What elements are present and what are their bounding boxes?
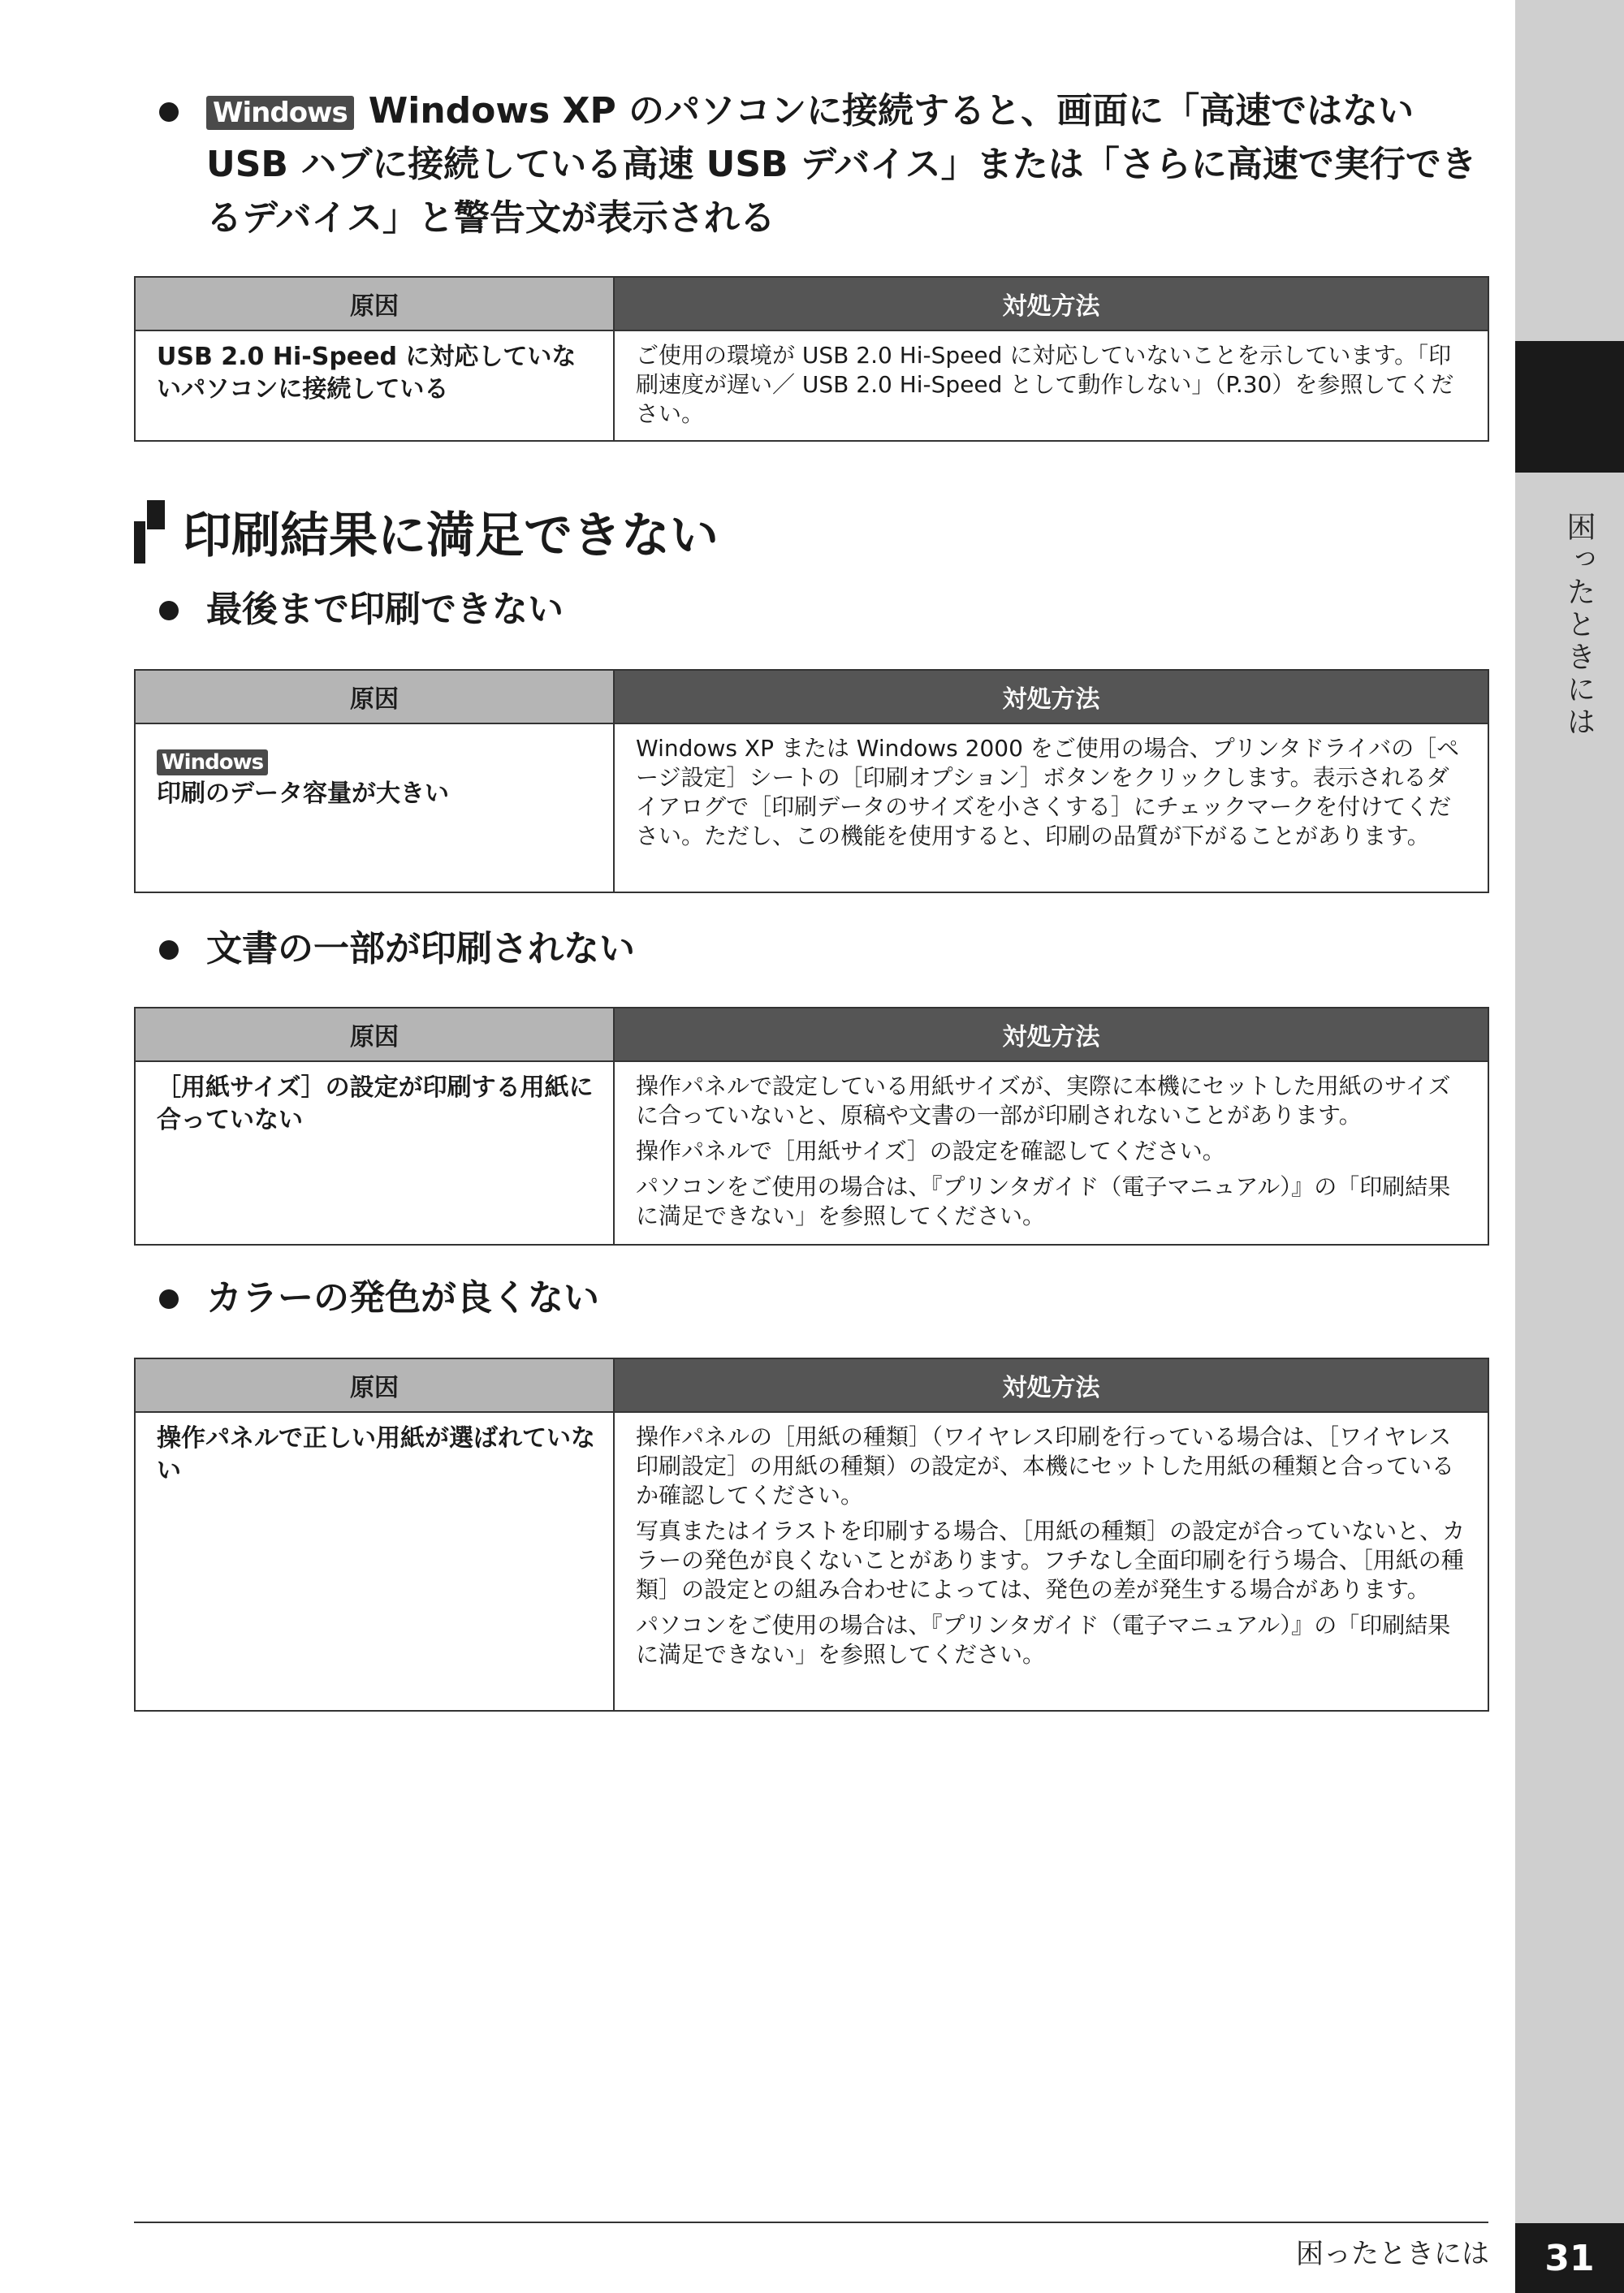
table-usb-warning <box>134 276 1489 442</box>
side-tab-label: 困ったときには <box>1562 512 1596 739</box>
side-tab-marker <box>1515 341 1624 473</box>
fix-cell <box>614 1412 1488 1711</box>
page-number: 31 <box>1515 2223 1624 2293</box>
windows-logo-icon <box>206 96 354 130</box>
item-heading-3 <box>159 1272 599 1325</box>
fix-text: 操作パネルで設定している用紙サイズが、実際に本機にセットした用紙のサイズに合っていないと、原稿や文書の一部が印刷されないことがあります。 <box>636 1073 1451 1129</box>
section-title-text: 印刷結果に満足できない <box>183 507 719 564</box>
item-heading-text: カラーの発色が良くない <box>206 1277 599 1319</box>
header-fix: 対処方法 <box>614 1008 1488 1061</box>
header-fix: 対処方法 <box>614 670 1488 723</box>
header-fix: 対処方法 <box>614 277 1488 330</box>
fix-cell <box>614 330 1488 441</box>
table-color-quality <box>134 1358 1489 1712</box>
fix-text: ご使用の環境が USB 2.0 Hi-Speed に対応していないことを示しています。「印刷速度が遅い／ USB 2.0 Hi-Speed として動作しない」（P.30）を参照してください。 <box>636 342 1454 427</box>
top-item-heading <box>159 84 1491 245</box>
windows-logo-text: Windows <box>213 97 348 129</box>
table-print-incomplete <box>134 669 1489 893</box>
bullet-icon <box>159 102 179 122</box>
fix-text: 操作パネルの［用紙の種類］（ワイヤレス印刷を行っている場合は、［ワイヤレス印刷設定］の用紙の種類）の設定が、本機にセットした用紙の種類と合っているか確認してください。 <box>636 1423 1455 1509</box>
item-heading-text: 文書の一部が印刷されない <box>206 928 635 969</box>
windows-logo-text: Windows <box>162 749 264 775</box>
table-row <box>135 723 1488 892</box>
item-heading-1 <box>159 583 564 637</box>
top-item-heading-text: Windows XP のパソコンに接続すると、画面に「高速ではない USB ハブに接続している高速 USB デバイス」または「さらに高速で実行できるデバイス」と警告文が表示される <box>206 90 1477 239</box>
header-cause: 原因 <box>135 1358 614 1412</box>
footer-rule <box>134 2222 1488 2223</box>
cause-cell <box>135 723 614 892</box>
header-cause: 原因 <box>135 277 614 330</box>
fix-text: パソコンをご使用の場合は、『プリンタガイド（電子マニュアル）』の「印刷結果に満足できない」を参照してください。 <box>636 1612 1451 1668</box>
fix-text: Windows XP または Windows 2000 をご使用の場合、プリンタドライバの［ページ設定］シートの［印刷オプション］ボタンをクリックします。表示されるダイアログで［印刷データのサイズを小さくする］にチェックマークを付けてください。ただし、この機能を使用すると、印刷の品質が下がることがあります。 <box>636 735 1460 849</box>
fix-text: 写真またはイラストを印刷する場合、［用紙の種類］の設定が合っていないと、カラーの発色が良くないことがあります。フチなし全面印刷を行う場合、［用紙の種類］の設定との組み合わせによっては、発色の差が発生する場合があります。 <box>636 1518 1466 1603</box>
cause-text: 印刷のデータ容量が大きい <box>157 779 449 808</box>
bullet-icon <box>159 940 179 960</box>
table-row <box>135 330 1488 441</box>
cause-cell: ［用紙サイズ］の設定が印刷する用紙に合っていない <box>135 1061 614 1245</box>
windows-logo-icon <box>157 749 268 775</box>
section-marker-icon <box>134 500 165 564</box>
table-header-row <box>135 670 1488 723</box>
fix-cell <box>614 723 1488 892</box>
cause-cell: USB 2.0 Hi-Speed に対応していないパソコンに接続している <box>135 330 614 441</box>
table-row <box>135 1061 1488 1245</box>
section-title <box>134 497 719 567</box>
table-partial-print <box>134 1007 1489 1246</box>
fix-text: 操作パネルで［用紙サイズ］の設定を確認してください。 <box>636 1138 1225 1164</box>
table-header-row <box>135 1358 1488 1412</box>
fix-text: パソコンをご使用の場合は、『プリンタガイド（電子マニュアル）』の「印刷結果に満足できない」を参照してください。 <box>636 1173 1451 1229</box>
bullet-icon <box>159 601 179 620</box>
table-header-row <box>135 1008 1488 1061</box>
table-header-row <box>135 277 1488 330</box>
header-cause: 原因 <box>135 1008 614 1061</box>
bullet-icon <box>159 1289 179 1309</box>
table-row <box>135 1412 1488 1711</box>
item-heading-2 <box>159 922 635 976</box>
header-fix: 対処方法 <box>614 1358 1488 1412</box>
footer-label: 困ったときには <box>1296 2238 1489 2270</box>
cause-cell: 操作パネルで正しい用紙が選ばれていない <box>135 1412 614 1711</box>
item-heading-text: 最後まで印刷できない <box>206 589 564 630</box>
header-cause: 原因 <box>135 670 614 723</box>
fix-cell <box>614 1061 1488 1245</box>
